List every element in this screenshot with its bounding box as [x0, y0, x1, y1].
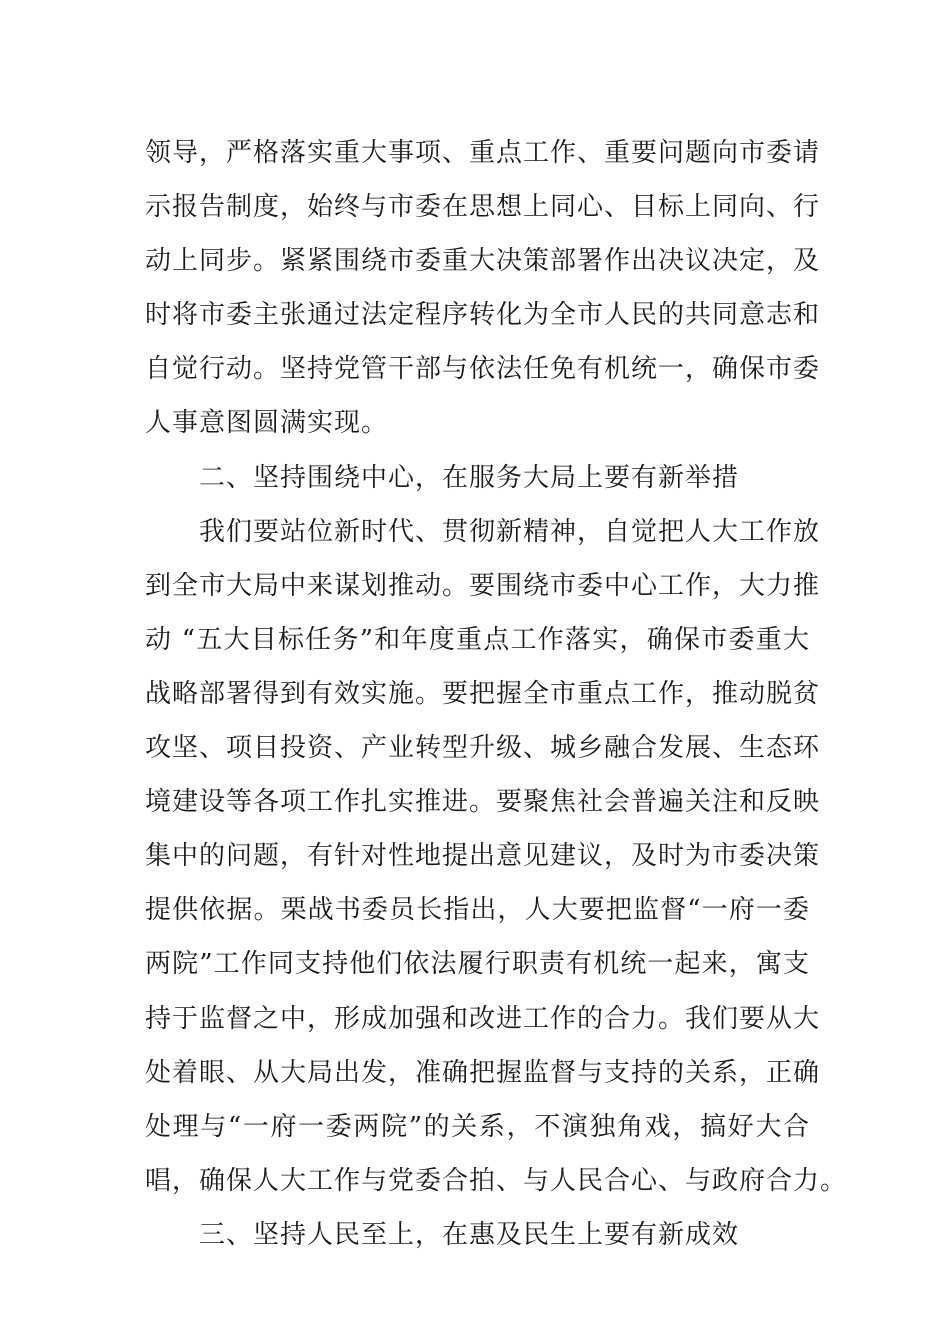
paragraph-line: 集中的问题，有针对性地提出意见建议，及时为市委决策 — [145, 841, 821, 872]
paragraph-line: 两院”工作同支持他们依法履行职责有机统一起来，寓支 — [145, 949, 810, 980]
paragraph-line: 我们要站位新时代、贯彻新精神，自觉把人大工作放 — [199, 516, 821, 547]
paragraph-line: 提供依据。栗战书委员长指出，人大要把监督“一府一委 — [145, 895, 810, 926]
paragraph-line: 时将市委主张通过法定程序转化为全市人民的共同意志和 — [145, 300, 821, 331]
section-heading: 三、坚持人民至上，在惠及民生上要有新成效 — [199, 1219, 740, 1250]
paragraph-line: 领导，严格落实重大事项、重点工作、重要问题向市委请 — [145, 138, 821, 168]
paragraph-line: 动 “五大目标任务”和年度重点工作落实，确保市委重大 — [145, 624, 810, 655]
body-text — [145, 126, 848, 1262]
paragraph-line: 动上同步。紧紧围绕市委重大决策部署作出决议决定，及 — [145, 246, 821, 277]
paragraph-line: 人事意图圆满实现。 — [145, 408, 389, 439]
paragraph-line: 处着眼、从大局出发，准确把握监督与支持的关系，正确 — [145, 1057, 821, 1088]
paragraph-line: 攻坚、项目投资、产业转型升级、城乡融合发展、生态环 — [145, 733, 821, 764]
section-heading: 二、坚持围绕中心，在服务大局上要有新举措 — [199, 462, 740, 493]
paragraph-line: 境建设等各项工作扎实推进。要聚焦社会普遍关注和反映 — [145, 787, 821, 818]
paragraph-line: 到全市大局中来谋划推动。要围绕市委中心工作，大力推 — [145, 570, 821, 601]
paragraph-line: 示报告制度，始终与市委在思想上同心、目标上同向、行 — [145, 192, 821, 223]
paragraph-line: 持于监督之中，形成加强和改进工作的合力。我们要从大 — [145, 1003, 821, 1034]
paragraph-line: 战略部署得到有效实施。要把握全市重点工作，推动脱贫 — [145, 678, 821, 709]
paragraph-line: 处理与“一府一委两院”的关系，不演独角戏，搞好大合 — [145, 1111, 810, 1142]
paragraph-line: 唱，确保人大工作与党委合拍、与人民合心、与政府合力。 — [145, 1165, 848, 1196]
paragraph-line: 自觉行动。坚持党管干部与依法任免有机统一，确保市委 — [145, 354, 821, 385]
